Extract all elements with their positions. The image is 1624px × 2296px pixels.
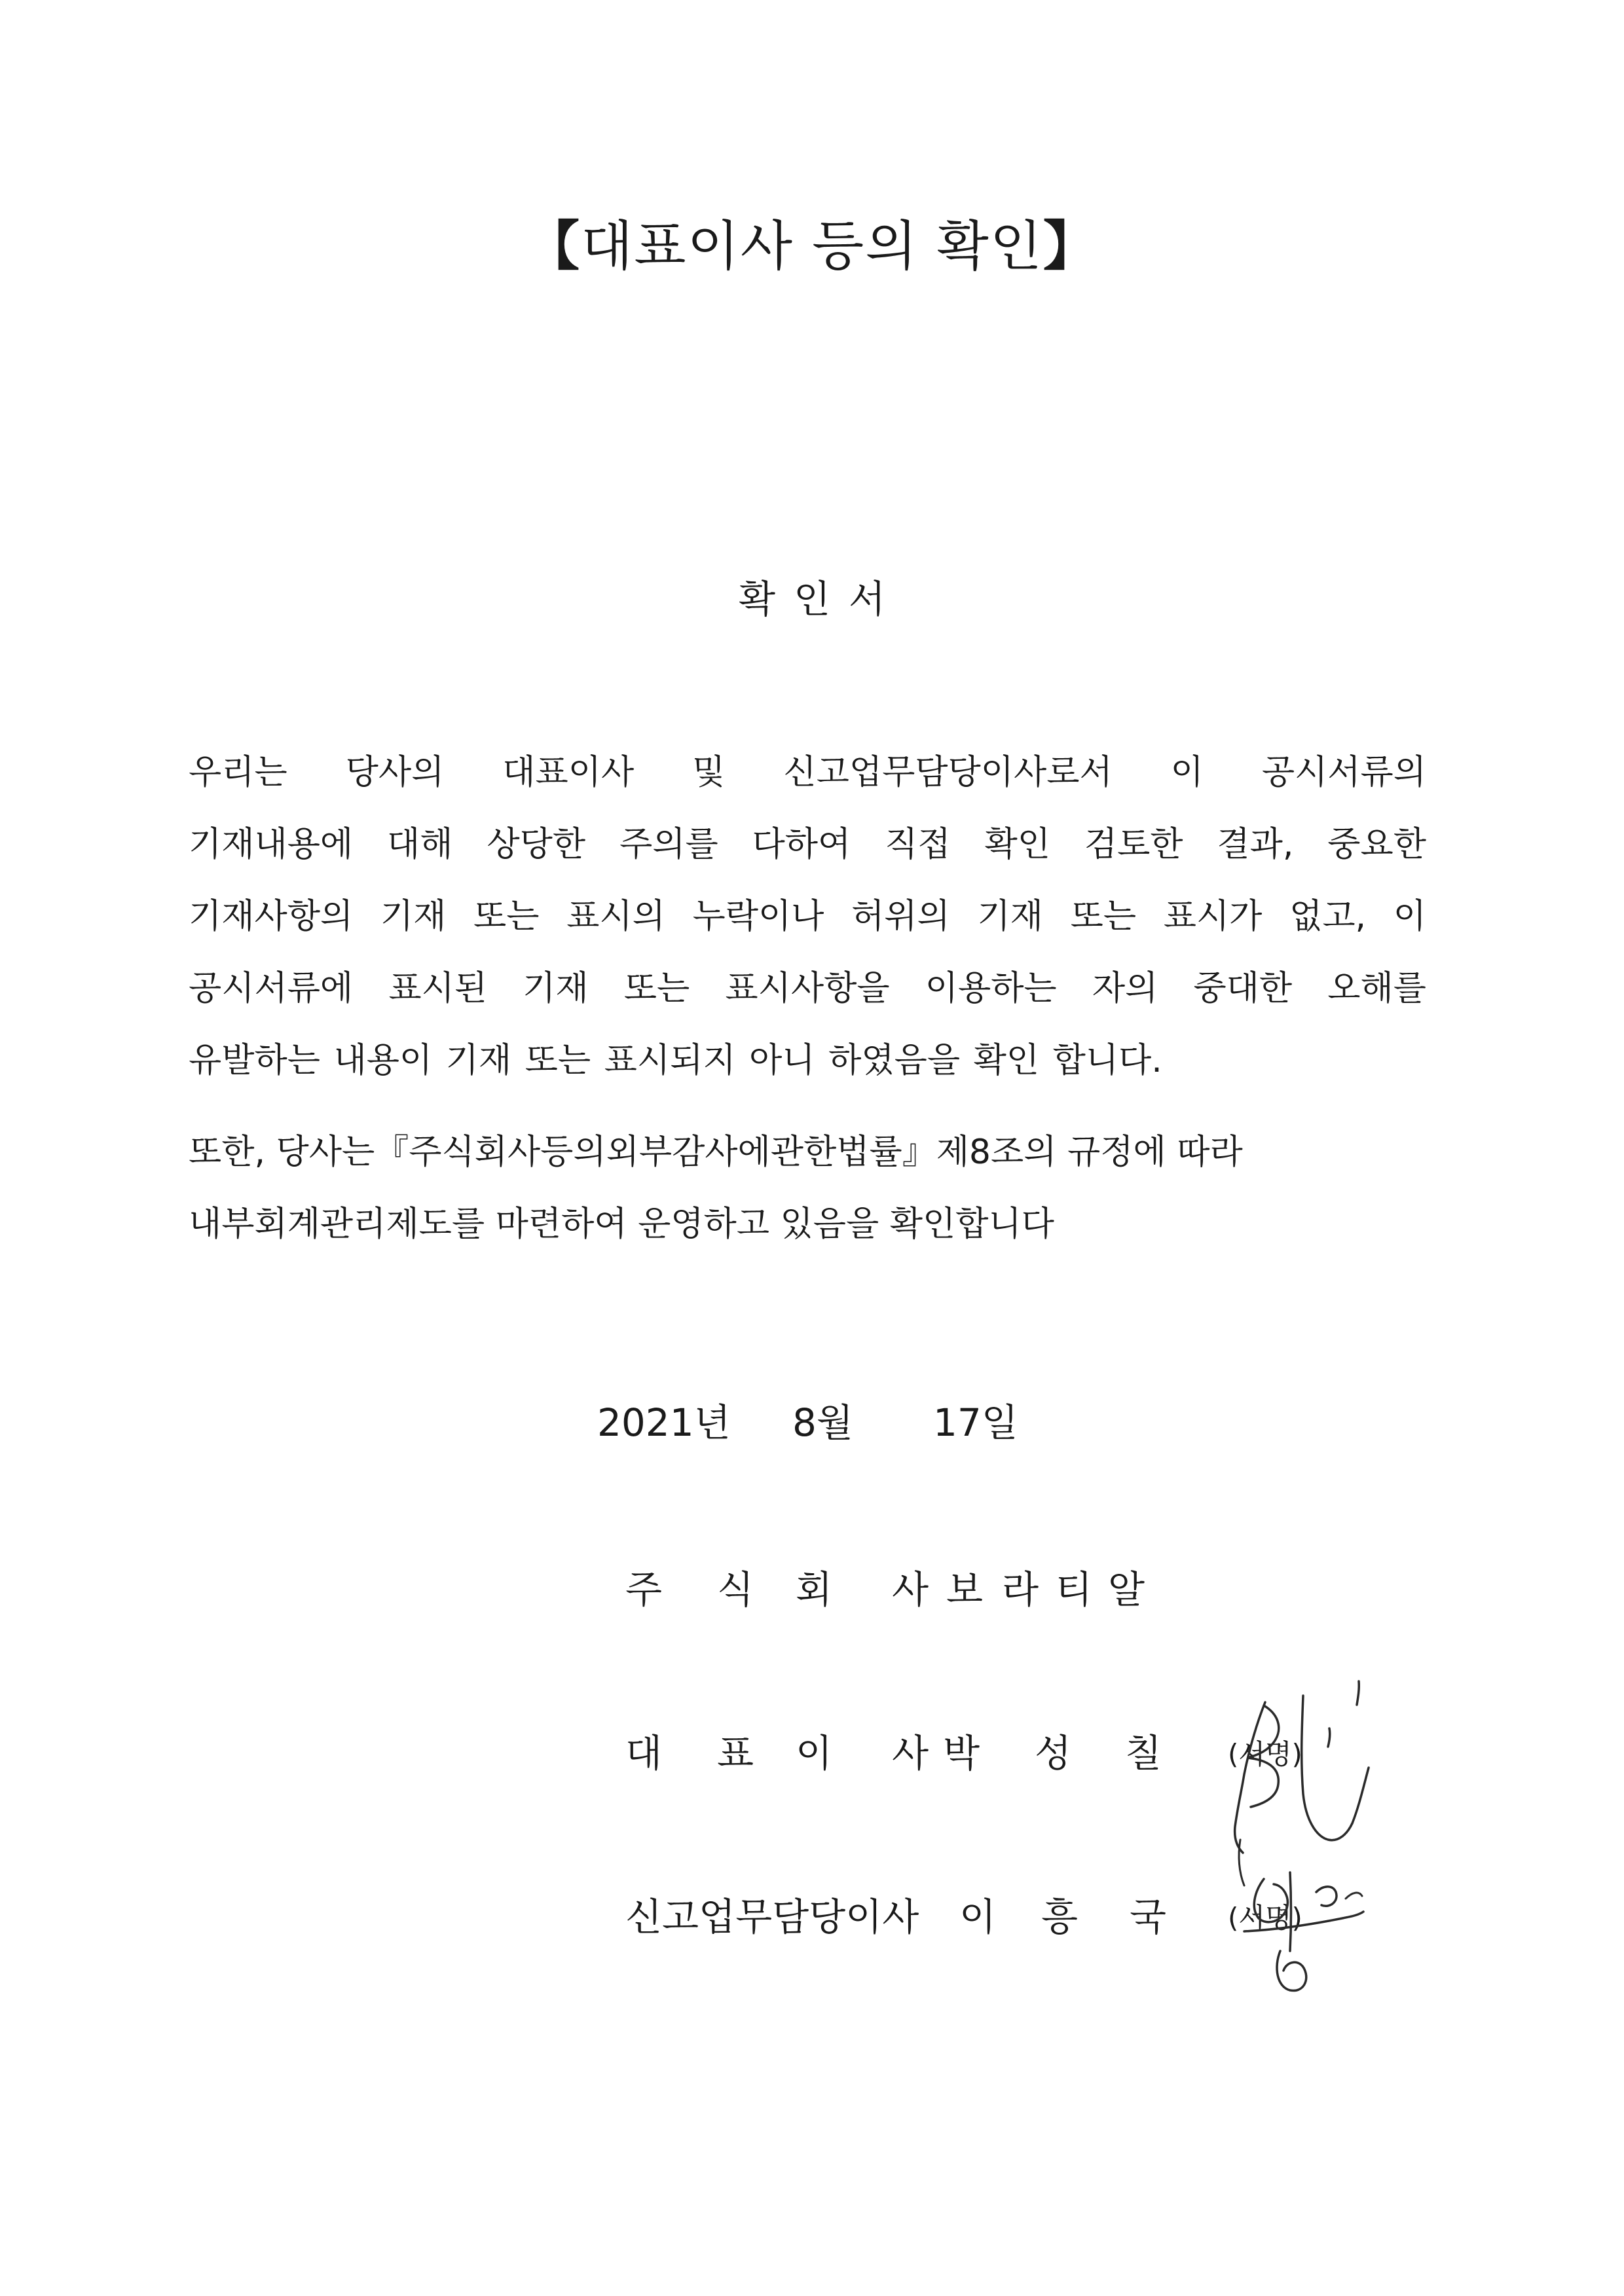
date-day: 17일 — [933, 1400, 1018, 1445]
company-name-row — [0, 1557, 1624, 1622]
document-subtitle: 확인서 — [738, 577, 904, 621]
title-text: 대표이사 등의 확인 — [581, 215, 1043, 278]
document-title — [0, 211, 1624, 283]
paragraph-line: 유발하는 내용이 기재 또는 표시되지 아니 하였음을 확인 합니다. — [189, 1041, 1162, 1080]
reporting-officer-title: 신고업무담당이사 — [625, 1895, 919, 1939]
ceo-title-char: 표 — [717, 1731, 754, 1776]
ceo-title-char: 이 — [796, 1731, 833, 1776]
title-bracket-close: 】 — [1043, 215, 1098, 278]
ceo-name-char: 칠 — [1125, 1731, 1162, 1776]
paragraph-line: 공시서류에 표시된 기재 또는 표시사항을 이용하는 자의 중대한 오해를 — [189, 969, 1426, 1008]
officer-sign-mark: (서명) — [1228, 1902, 1302, 1934]
company-char: 알 — [1108, 1567, 1145, 1612]
title-bracket-open: 【 — [526, 215, 581, 278]
date-year: 2021년 — [597, 1400, 731, 1445]
officer-name-char: 국 — [1130, 1895, 1167, 1939]
paragraph-line: 우리는 당사의 대표이사 및 신고업무담당이사로서 이 공시서류의 — [189, 753, 1426, 792]
paragraph-line: 기재사항의 기재 또는 표시의 누락이나 허위의 기재 또는 표시가 없고, 이 — [189, 897, 1426, 936]
ceo-name-char: 성 — [1035, 1731, 1072, 1776]
company-char: 보 — [946, 1567, 984, 1612]
confirmation-date — [0, 1393, 1624, 1452]
date-month: 8월 — [792, 1400, 853, 1445]
officer-name-char: 흥 — [1041, 1895, 1079, 1939]
company-char: 사 — [892, 1567, 929, 1612]
officer-signature-icon — [1218, 1853, 1388, 2010]
ceo-name-char: 박 — [943, 1731, 980, 1776]
confirmation-paragraph — [189, 737, 1426, 1097]
ceo-sign-mark: (서명) — [1228, 1738, 1302, 1770]
paragraph-line: 또한, 당사는『주식회사등의외부감사에관한법률』제8조의 규정에 따라 — [189, 1133, 1243, 1172]
paragraph-line: 내부회계관리제도를 마련하여 운영하고 있음을 확인합니다 — [189, 1205, 1054, 1244]
paragraph-line: 기재내용에 대해 상당한 주의를 다하여 직접 확인 검토한 결과, 중요한 — [189, 825, 1426, 864]
officer-name-char: 이 — [959, 1895, 997, 1939]
company-char: 티 — [1056, 1567, 1093, 1612]
internal-control-paragraph — [189, 1116, 1426, 1260]
ceo-title-char: 사 — [892, 1731, 929, 1776]
company-char: 주 — [625, 1567, 663, 1612]
company-char: 라 — [1002, 1567, 1039, 1612]
company-char: 식 — [717, 1567, 754, 1612]
company-char: 회 — [796, 1567, 833, 1612]
ceo-title-char: 대 — [625, 1731, 663, 1776]
